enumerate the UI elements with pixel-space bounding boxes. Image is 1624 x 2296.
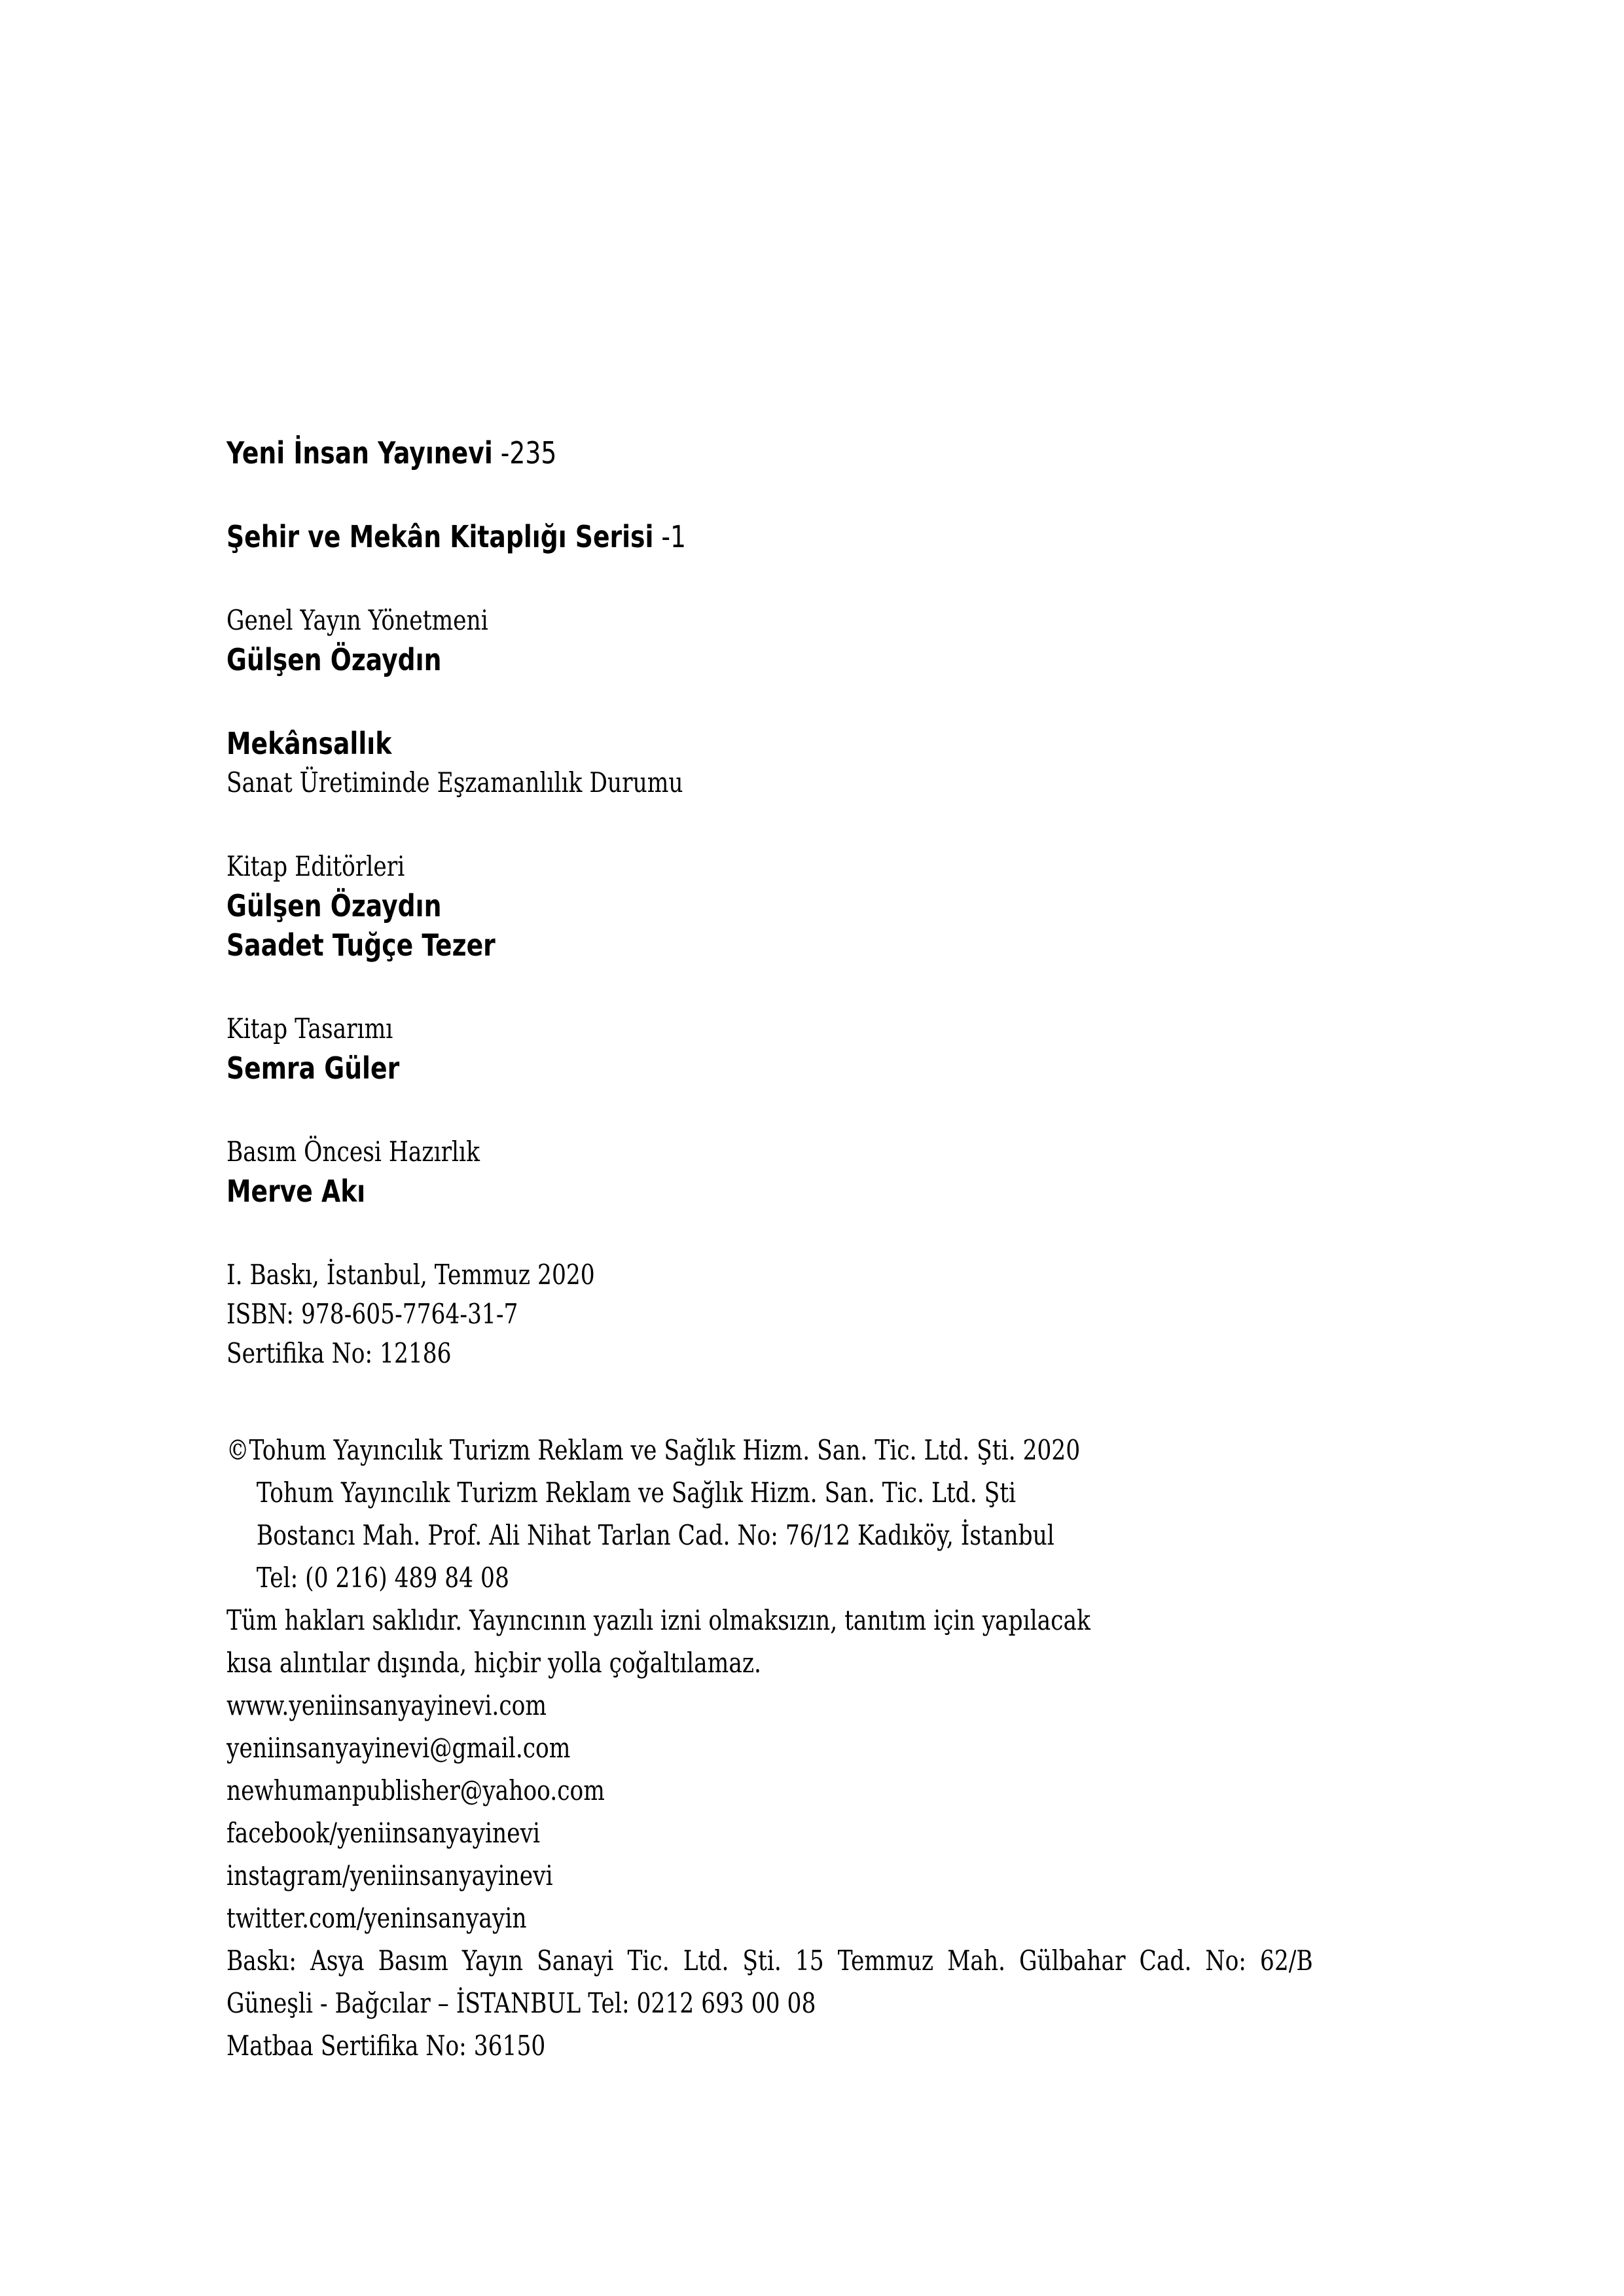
text-line: Güneşli - Bağcılar – İSTANBUL Tel: 0212 693 00 08 [226,1987,816,2019]
text-span: -1 [653,519,687,554]
text-span: Şehir ve Mekân Kitaplığı Serisi [226,519,654,554]
text-line: Tel: (0 216) 489 84 08 [256,1562,509,1594]
text-line: Tüm hakları saklıdır. Yayıncının yazılı izni olmaksızın, tanıtım için yapılacak [226,1604,1091,1636]
text-line: Merve Akı [226,1174,366,1209]
text-line: Sertifika No: 12186 [226,1337,452,1369]
text-line: Tohum Yayıncılık Turizm Reklam ve Sağlık Hizm. San. Tic. Ltd. Şti [256,1477,1017,1509]
text-line: ISBN: 978-605-7764-31-7 [226,1298,518,1330]
text-line: Kitap Tasarımı [226,1013,393,1045]
text-line: Genel Yayın Yönetmeni [226,604,488,636]
text-line: kısa alıntılar dışında, hiçbir yolla çoğaltılamaz. [226,1647,761,1679]
text-line: Baskı: Asya Basım Yayın Sanayi Tic. Ltd. Şti. 15 Temmuz Mah. Gülbahar Cad. No: 62/B [226,1945,1313,1977]
text-group [226,1255,1313,1373]
text-line: Sanat Üretiminde Eşzamanlılık Durumu [226,766,683,798]
text-line: Basım Öncesi Hazırlık [226,1136,480,1168]
text-line: twitter.com/yeninsanyayin [226,1902,527,1934]
text-group [226,517,1313,556]
text-line: Saadet Tuğçe Tezer [226,927,496,963]
text-group [226,724,1313,802]
text-line: Matbaa Sertifika No: 36150 [226,2030,546,2062]
text-line: Kitap Editörleri [226,850,405,882]
text-line: facebook/yeniinsanyayinevi [226,1817,541,1849]
colophon [226,433,1313,2067]
text-line [226,517,1313,556]
colophon-section-upper [226,433,1313,1373]
text-group [226,1429,1313,2067]
text-span: -235 [492,435,557,471]
text-line [226,433,1313,473]
text-line: ©Tohum Yayıncılık Turizm Reklam ve Sağlık Hizm. San. Tic. Ltd. Şti. 2020 [226,1434,1081,1466]
text-line: Bostancı Mah. Prof. Ali Nihat Tarlan Cad. No: 76/12 Kadıköy, İstanbul [256,1519,1055,1551]
text-line: yeniinsanyayinevi@gmail.com [226,1732,571,1764]
text-line: I. Baskı, İstanbul, Temmuz 2020 [226,1259,595,1291]
text-group [226,1009,1313,1088]
text-line: instagram/yeniinsanyayinevi [226,1859,553,1892]
text-line: Gülşen Özaydın [226,888,442,924]
text-line: newhumanpublisher@yahoo.com [226,1774,605,1806]
colophon-section-lower [226,1429,1313,2067]
text-line: Gülşen Özaydın [226,642,442,677]
text-span: Yeni İnsan Yayınevi [226,435,493,471]
text-group [226,601,1313,679]
text-group [226,1132,1313,1211]
text-group [226,433,1313,473]
text-line: Semra Güler [226,1050,400,1086]
text-line: Mekânsallık [226,726,392,761]
text-group [226,847,1313,965]
text-line: www.yeniinsanyayinevi.com [226,1689,547,1721]
